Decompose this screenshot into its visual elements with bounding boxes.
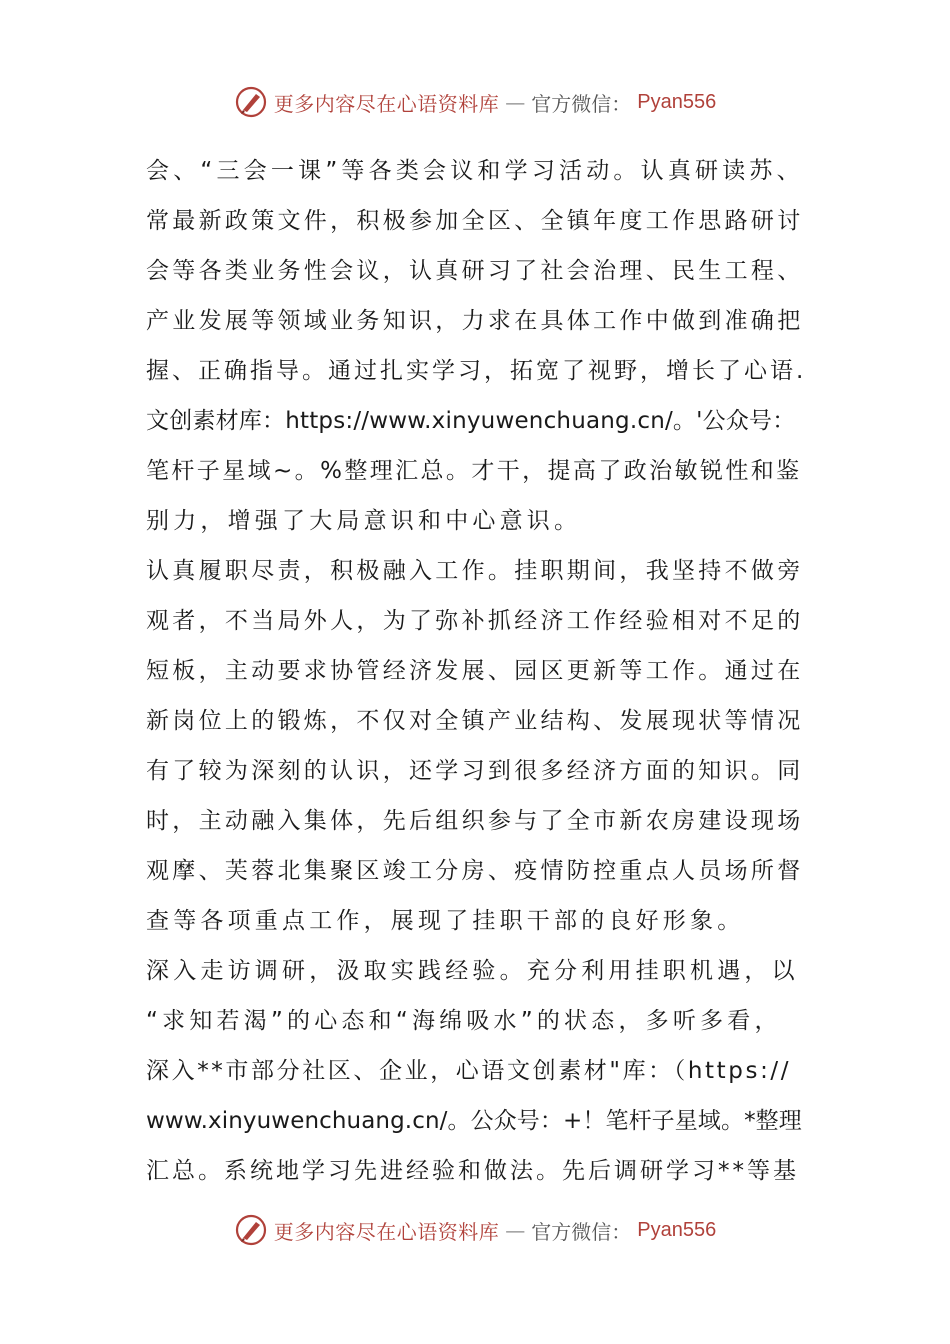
text-line: 短板，主动要求协管经济发展、园区更新等工作。通过在 — [146, 658, 804, 684]
text-line: 常最新政策文件，积极参加全区、全镇年度工作思路研讨 — [146, 208, 804, 234]
text-line: 新岗位上的锻炼，不仅对全镇产业结构、发展现状等情况 — [146, 708, 804, 734]
document-body — [146, 146, 806, 1196]
text-line: 汇总。系统地学习先进经验和做法。先后调研学习**等基 — [146, 1158, 799, 1184]
text-line: 笔杆子星域~。%整理汇总。才干，提高了政治敏锐性和鉴 — [146, 458, 802, 484]
text-line: 时，主动融入集体，先后组织参与了全市新农房建设现场 — [146, 808, 804, 834]
text-line: “求知若渴”的心态和“海绵吸水”的状态，多听多看， — [146, 1008, 782, 1034]
banner-separator: — — [505, 1218, 526, 1242]
banner-text: 更多内容尽在心语资料库 — [273, 1219, 500, 1244]
banner-wechat-id: Pyan556 — [637, 1218, 717, 1241]
text-line: 深入**市部分社区、企业，心语文创素材"库：（https:// — [146, 1058, 792, 1084]
footer-watermark-banner — [0, 1210, 950, 1250]
text-line: 会、“三会一课”等各类会议和学习活动。认真研读苏、 — [146, 158, 804, 184]
text-line: www.xinyuwenchuang.cn/。公众号：+！笔杆子星域。*整理 — [146, 1108, 802, 1134]
text-line: 文创素材库：https://www.xinyuwenchuang.cn/。'公众号： — [146, 408, 796, 434]
text-line: 有了较为深刻的认识，还学习到很多经济方面的知识。同 — [146, 758, 804, 784]
pen-logo-icon — [234, 1213, 268, 1247]
text-line: 观者，不当局外人，为了弥补抓经济工作经验相对不足的 — [146, 608, 804, 634]
text-line: 握、正确指导。通过扎实学习，拓宽了视野，增长了心语. — [146, 358, 807, 384]
banner-text: 更多内容尽在心语资料库 — [273, 91, 500, 116]
banner-official-label: 官方微信： — [531, 1219, 632, 1244]
text-line: 认真履职尽责，积极融入工作。挂职期间，我坚持不做旁 — [146, 558, 804, 584]
banner-official-label: 官方微信： — [531, 91, 632, 116]
text-line: 会等各类业务性会议，认真研习了社会治理、民生工程、 — [146, 258, 804, 284]
banner-separator: — — [505, 90, 526, 114]
banner-wechat-id: Pyan556 — [637, 90, 717, 113]
text-line: 产业发展等领域业务知识，力求在具体工作中做到准确把 — [146, 308, 804, 334]
text-line: 查等各项重点工作，展现了挂职干部的良好形象。 — [146, 908, 745, 934]
text-line: 观摩、芙蓉北集聚区竣工分房、疫情防控重点人员场所督 — [146, 858, 804, 884]
text-line: 别力，增强了大局意识和中心意识。 — [146, 508, 582, 534]
pen-logo-icon — [234, 85, 268, 119]
text-line: 深入走访调研，汲取实践经验。充分利用挂职机遇，以 — [146, 958, 799, 984]
header-watermark-banner — [0, 82, 950, 122]
